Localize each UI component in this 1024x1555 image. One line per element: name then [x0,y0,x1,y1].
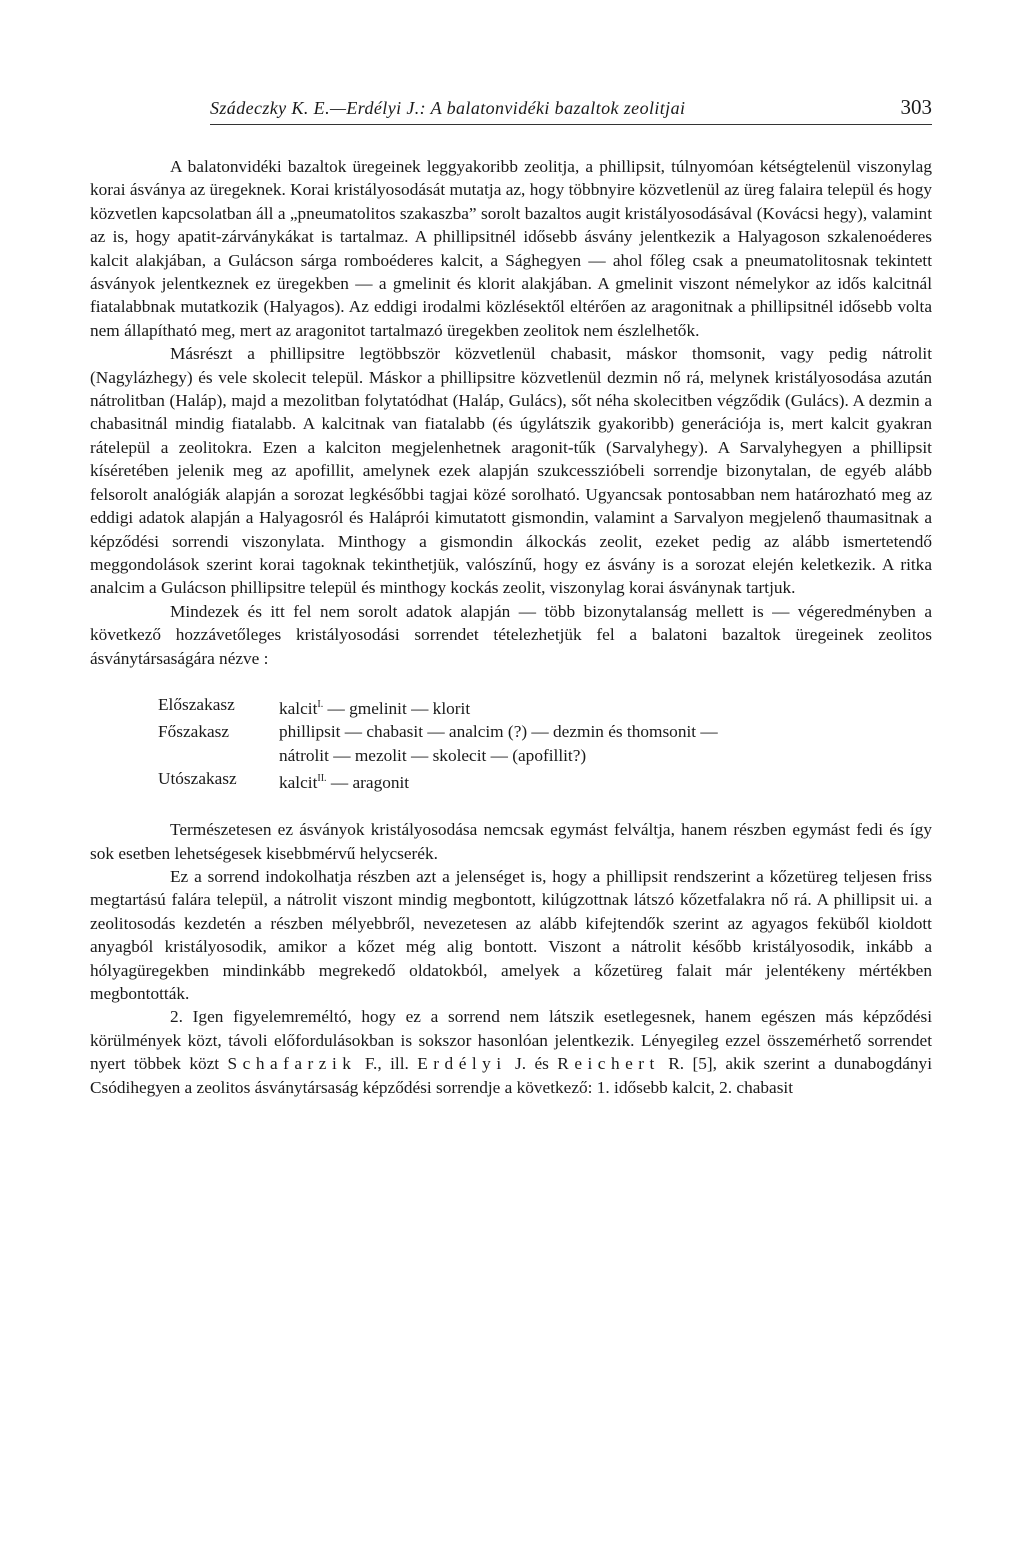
superscript: II. [317,772,327,784]
superscript: I. [317,698,324,710]
stage-minerals: phillipsit — chabasit — analcim (?) — dezmin és thomsonit — nátrolit — mezolit — skolecit — (apofillit?) [279,722,718,765]
paragraph: Másrészt a phillipsitre legtöbbször közvetlenül chabasit, máskor thomsonit, vagy pedig nátrolit (Nagylázhegy) és vele skolecit települ. Máskor a phillipsitre közvetlenül dezmin nő rá, melynek kristályosodása azután nátrolitban (Haláp), majd a mezolitban folytatódhat (Haláp, Gulács), sőt néha skolecitben végződik (Gulács). A dezmin a chabasitnál mindig fiatalabb. A kalcitnak van fiatalabb (és úgylátszik gyakoribb) generációja is, mert kalcit gyakran rátelepül a zeolitokra. Ezen a kalciton megjelenhetnek aragonit-tűk (Sarvalyhegy). A Sarvalyhegyen a phillipsit kíséretében jelenik meg az apofillit, amelynek ezek alapján szukcesszióbeli sorrendje bizonytalan, de egyéb alább felsorolt analógiák alapján a sorozat legkésőbbi tagjai közé sorolható. Ugyancsak pontosabban nem határozható meg az eddigi adatok alapján a Halyagosról és Haláprói kimutatott gismondin, valamint a Sarvalyon megjelenő thaumasitnak a képződési sorrendi viszonylata. Minthogy a gismondin álkockás zeolit, ezeket pedig az alább ismertetendő meggondolások szerint korai tagoknak tekinthetjük, valószínű, hogy ez ásvány is a sorozat elején keletkezik. A ritka analcim a Gulácson phillipsitre települ és minthogy kockás zeolit, viszonylag korai ásványnak tartjuk. [90,344,932,598]
author-name: Schafarzik [227,1054,357,1074]
paragraph: 2. Igen figyelemreméltó, hogy ez a sorrend nem látszik esetlegesnek, hanem egészen más képződési körülmények közt, távoli előfordulásokban is sokszor hasonlóan jelentkezik. Lényegileg ezzel összemérhető sorrendet nyert többek közt Schafarzik F., ill. Erdélyi J. és Reichert R. [5], akik szerint a dunabogdányi Csódihegyen a zeolitos ásványtársaság képződési sorrendje a következő: 1. idősebb kalcit, 2. chabasit [90,1007,933,1097]
stage-label: Előszakasz [158,694,235,714]
author-name: Erdélyi [417,1054,507,1074]
crystallization-sequence [158,693,932,794]
journal-page [90,95,932,1099]
sequence-row [158,720,932,767]
paragraph: Mindezek és itt fel nem sorolt adatok alapján — több bizonytalanság mellett is — végeredményben a következő hozzávetőleges kristályosodási sorrendet tételezhetjük fel a balatoni bazaltok üregeinek zeolitos ásványtársaságára nézve : [90,601,932,668]
paragraph: A balatonvidéki bazaltok üregeinek leggyakoribb zeolitja, a phillipsit, túlnyomóan kétségtelenül viszonylag korai ásványa az üregeknek. Korai kristályosodását mutatja az, hogy többnyire közvetlenül az üreg falaira települ és hogy közvetlen kapcsolatban áll a „pneumatolitos szakaszba” sorolt bazaltos augit kristályosodásával (Kovácsi hegy), valamint az is, hogy apatit-zárványkákat is tartalmaz. A phillipsitnél idősebb ásvány jelentkezik a Halyagoson szkalenoéderes kalcit alakjában, a Gulácson sárga romboéderes kalcit, a Sághegyen — ahol főleg csak a pneumatolitosnak tekintett ásványok jelentkeznek ez üregekben — a gmelinit és klorit alakjában. A gmelinit viszont némelykor az idős kalcitnál fiatalabbnak mutatkozik (Halyagos). Az eddigi irodalmi közlésektől eltérően az aragonitnak a phillipsitnél idősebb volta nem állapítható meg, mert az aragonitot tartalmazó üregekben zeolitok nem észlelhetők. [90,157,932,340]
sequence-row [158,693,932,720]
paragraph: Természetesen ez ásványok kristályosodása nemcsak egymást felváltja, hanem részben egymást fedi és így sok esetben lehetségesek kisebbmérvű helycserék. [90,820,932,863]
stage-minerals: kalcit$^{II.}$ — aragonit [279,772,410,792]
stage-label: Utószakasz [158,768,237,788]
page-number: 303 [900,95,932,119]
paragraph: Ez a sorrend indokolhatja részben azt a jelenséget is, hogy a phillipsit rendszerint a kőzetüreg teljesen friss megtartású falára települ, a nátrolit viszont mindig megbontott, kilúgzottnak látszó kőzetfalakra nő rá. A phillipsit ui. a zeolitosodás kezdetén a részben mélyebbről, nevezetesen az alább kifejtendők szerint az agyagos feküből kioldott anyagból kristályosodik, amikor a kőzet még alig bontott. Viszont a nátrolit később kristályosodik, inkább a hólyagüregekben mindinkább megrekedő oldatokból, amelyek a kőzetüreg falait már jelentékeny mértékben megbontották. [90,866,932,1003]
stage-label: Főszakasz [158,722,230,742]
page-header [210,95,932,125]
sequence-row [158,767,932,794]
article-body [90,155,932,1099]
stage-minerals: kalcit$^{I.}$ — gmelinit — klorit [279,698,471,718]
author-name: Reichert [557,1054,660,1074]
running-title: Szádeczky K. E.—Erdélyi J.: A balatonvidéki bazaltok zeolitjai [210,98,686,118]
